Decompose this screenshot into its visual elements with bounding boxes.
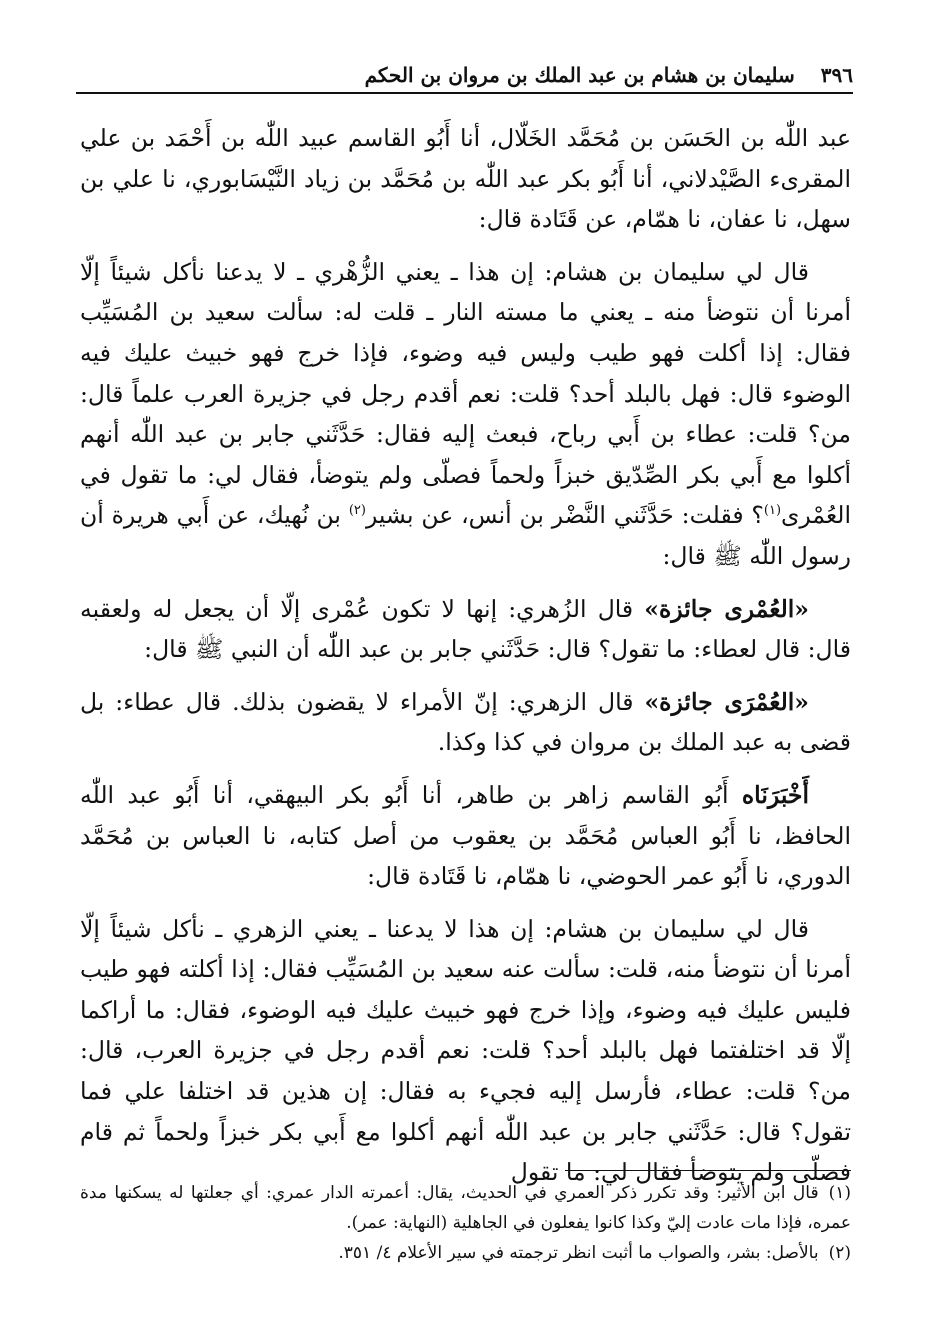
footnote-divider <box>565 1170 851 1171</box>
akhbarana-keyword: أَخْبَرَنَاه <box>741 780 809 809</box>
paragraph-narration-2 <box>80 909 851 1193</box>
footnote-2 <box>80 1238 851 1268</box>
page-number: ٣٩٦ <box>820 63 853 87</box>
paragraph-isnad-1 <box>80 118 851 240</box>
footnote-text: قال ابن الأثير: وقد تكرر ذكر العمري في الحديث، يقال: أعمرته الدار عمري: أي جعلتها له يسكنها مدة عمره، فإذا مات عادت إليّ وكذا كانوا يفعلون في الجاهلية (النهاية: عمر). <box>80 1183 851 1233</box>
footnote-number: (٢) <box>828 1243 851 1263</box>
footnotes <box>80 1178 851 1268</box>
paragraph-text: ؟ فقلت: حَدَّثَني النَّضْر بن أنس، عن بشير <box>365 501 764 530</box>
footnote-ref-2[interactable]: (٢) <box>348 503 366 519</box>
paragraph-text: عبد اللّٰه بن الحَسَن بن مُحَمَّد الخَلّال، أنا أَبُو القاسم عبيد اللّٰه بن أَحْمَد بن علي المقرىء الصَّيْدلاني، أنا أَبُو بكر عبد اللّٰه بن مُحَمَّد بن زياد النَّيْسَابوري، نا علي بن سهل، نا عفان، نا همّام، عن قَتَادة قال: <box>80 124 851 234</box>
hadith-quote: «العُمْرَى جائزة» <box>644 687 809 716</box>
footnote-text: بالأصل: بشر، والصواب ما أثبت انظر ترجمته في سير الأعلام ٤/ ٣٥١. <box>338 1243 819 1263</box>
paragraph-text: قال لي سليمان بن هشام: إن هذا ـ يعني الزُّهْري ـ لا يدعنا نأكل شيئاً إلّا أمرنا أن نتوضأ منه ـ يعني ما مسته النار ـ قلت له: سألت سعيد بن المُسَيِّب فقال: إذا أكلت فهو طيب وليس فيه وضوء، فإذا خرج فهو خبيث عليك فيه الوضوء قال: فهل بالبلد أحد؟ قلت: نعم أقدم رجل في جزيرة العرب علماً قال: من؟ قلت: عطاء بن أَبي رباح، فبعث إليه فقال: حَدَّثَني جابر بن عبد اللّٰه أنهم أكلوا مع أَبي بكر الصِّدّيق خبزاً ولحماً فصلّى ولم يتوضأ، فقال لي: ما تقول في العُمْرى <box>80 257 851 530</box>
footnote-ref-1[interactable]: (١) <box>763 503 782 519</box>
footnote-number: (١) <box>828 1183 851 1203</box>
paragraph-isnad-2 <box>80 775 851 897</box>
running-header <box>76 58 853 94</box>
paragraph-text: أَبُو القاسم زاهر بن طاهر، أنا أَبُو بكر البيهقي، أنا أَبُو عبد اللّٰه الحافظ، نا أَبُو العباس مُحَمَّد بن يعقوب من أصل كتابه، نا العباس بن مُحَمَّد الدوري، نا أَبُو عمر الحوضي، نا همّام، نا قَتَادة قال: <box>80 780 851 891</box>
paragraph-narration-1 <box>80 252 851 577</box>
footnote-1 <box>80 1178 851 1238</box>
main-text <box>80 118 851 1205</box>
paragraph-hadith-2 <box>80 682 851 763</box>
hadith-quote: «العُمْرى جائزة» <box>644 594 809 623</box>
paragraph-text: بن نُهيك، عن أَبي هريرة أن رسول اللّٰه ﷺ قال: <box>80 501 851 570</box>
running-title: سليمان بن هشام بن عبد الملك بن مروان بن الحكم <box>364 63 795 87</box>
paragraph-text: قال لي سليمان بن هشام: إن هذا لا يدعنا ـ يعني الزهري ـ نأكل شيئاً إلّا أمرنا أن نتوضأ منه، قلت: سألت عنه سعيد بن المُسَيِّب فقال: إذا أكلته فهو طيب فليس عليك فيه وضوء، وإذا خرج فهو خبيث عليك فيه الوضوء، فقال: ما أراكما إلّا قد اختلفتما فهل بالبلد أحد؟ قلت: نعم أقدم رجل في جزيرة العرب، قال: من؟ قلت: عطاء، فأرسل إليه فجيء به فقال: إن هذين قد اختلفا علي فما تقول؟ قال: حَدَّثَني جابر بن عبد اللّٰه أنهم أكلوا مع أَبي بكر خبزاً ولحماً ثم قام فصلّى ولم يتوضأ فقال لي: ما تقول <box>80 914 851 1187</box>
paragraph-text: قال الزهري: إنّ الأمراء لا يقضون بذلك. قال عطاء: بل قضى به عبد الملك بن مروان في كذا وكذا. <box>80 687 851 757</box>
paragraph-hadith-1 <box>80 589 851 670</box>
paragraph-text: قال الزُهري: إنها لا تكون عُمْرى إلّا أن يجعل له ولعقبه قال: قال لعطاء: ما تقول؟ قال: حَدَّثَني جابر بن عبد اللّٰه أن النبي ﷺ قال: <box>80 594 851 664</box>
